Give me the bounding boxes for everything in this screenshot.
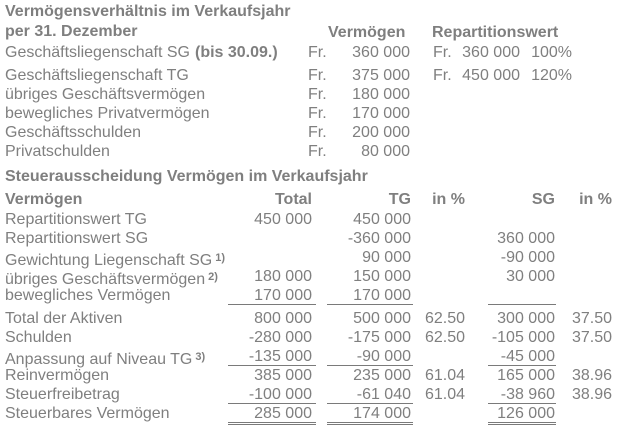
- sg-cell: 165 000: [497, 367, 555, 384]
- sg-percent-cell: 37.50: [571, 310, 612, 327]
- table-row: [0, 125, 619, 144]
- table-row: [0, 311, 619, 330]
- row-label: Privatschulden: [5, 143, 110, 160]
- tg-percent-cell: 62.50: [424, 329, 465, 346]
- tg-cell: 170 000: [327, 288, 413, 305]
- table-row: [0, 231, 619, 250]
- currency-prefix: Fr.: [433, 44, 452, 61]
- row-label: Geschäftsschulden: [5, 124, 142, 141]
- table-row: [0, 349, 619, 368]
- sg-percent-cell: 38.96: [571, 386, 612, 403]
- column-header-tg: TG: [388, 191, 411, 208]
- tg-cell: -61 040: [327, 387, 413, 404]
- table-row: [0, 144, 619, 163]
- row-label: Geschäftsliegenschaft SG (bis 30.09.): [5, 44, 278, 61]
- sg-cell: 30 000: [506, 268, 555, 285]
- vermoegen-amount-cell: Fr. 80 000: [308, 143, 410, 160]
- repartitionswert-amount-cell: Fr. 450 000: [433, 67, 520, 84]
- row-label: übriges Geschäftsvermögen: [5, 86, 206, 103]
- section1-title-line2: per 31. Dezember: [5, 23, 138, 40]
- footnote-marker: 2): [208, 271, 218, 283]
- row-label: Schulden: [5, 329, 72, 346]
- currency-prefix: Fr.: [433, 67, 452, 84]
- total-cell: -100 000: [228, 387, 316, 404]
- tg-cell: -90 000: [327, 349, 413, 366]
- table-row: [0, 68, 619, 87]
- row-label: Total der Aktiven: [5, 310, 123, 327]
- currency-prefix: Fr.: [308, 124, 327, 141]
- repartitionswert-percent-cell: 100%: [531, 44, 572, 61]
- total-cell: 450 000: [254, 211, 312, 228]
- sg-cell: -45 000: [488, 349, 556, 366]
- table-row: [0, 406, 619, 425]
- row-label: Geschäftsliegenschaft TG: [5, 67, 189, 84]
- column-header-vermoegen: Vermögen: [328, 24, 406, 41]
- table-row: [0, 368, 619, 387]
- repartitionswert-percent-cell: 120%: [531, 67, 572, 84]
- tg-cell: 90 000: [362, 249, 411, 266]
- column-header-sg-percent: in %: [579, 191, 612, 208]
- table-row: [0, 45, 619, 64]
- row-label-bold-suffix: (bis 30.09.): [194, 44, 278, 61]
- table-row: [0, 212, 619, 231]
- sg-cell: -90 000: [500, 249, 555, 266]
- vermoegen-amount-cell: Fr. 180 000: [308, 86, 410, 103]
- tg-cell: -360 000: [347, 230, 411, 247]
- currency-prefix: Fr.: [308, 67, 327, 84]
- sg-percent-cell: 38.96: [571, 367, 612, 384]
- sg-cell: 360 000: [497, 230, 555, 247]
- vermoegen-amount-cell: Fr. 200 000: [308, 124, 410, 141]
- total-cell: 385 000: [254, 367, 312, 384]
- table-row: [0, 250, 619, 269]
- row-label: Steuerfreibetrag: [5, 386, 120, 403]
- total-cell: 800 000: [254, 310, 312, 327]
- column-header-tg-percent: in %: [432, 191, 465, 208]
- currency-prefix: Fr.: [308, 105, 327, 122]
- row-label: Repartitionswert TG: [5, 211, 147, 228]
- sg-percent-cell: 37.50: [571, 329, 612, 346]
- tg-percent-cell: 61.04: [424, 367, 465, 384]
- vermoegen-amount-cell: Fr. 375 000: [308, 67, 410, 84]
- total-cell: -280 000: [248, 329, 312, 346]
- total-cell: 170 000: [228, 288, 316, 305]
- sg-cell: [488, 288, 556, 305]
- table-row: [0, 269, 619, 288]
- sg-cell: -38 960: [488, 387, 556, 404]
- tg-cell: -175 000: [347, 329, 411, 346]
- tg-percent-cell: 62.50: [424, 310, 465, 327]
- row-label: Anpassung auf Niveau TG $^{3)}$: [5, 351, 206, 368]
- row-label: übriges Geschäftsvermögen $^{2)}$: [5, 271, 218, 288]
- section2-header-row: [0, 192, 619, 211]
- row-label: bewegliches Privatvermögen: [5, 105, 210, 122]
- tg-cell: 150 000: [353, 268, 411, 285]
- total-cell: -135 000: [228, 349, 316, 366]
- section1-title-line1: Vermögensverhältnis im Verkaufsjahr: [5, 3, 291, 20]
- column-header-repartitionswert: Repartitionswert: [432, 24, 559, 41]
- total-cell: 180 000: [254, 268, 312, 285]
- tg-cell: 235 000: [353, 367, 411, 384]
- table-row: [0, 288, 619, 307]
- vermoegen-amount-cell: Fr. 170 000: [308, 105, 410, 122]
- repartitionswert-amount-cell: Fr. 360 000: [433, 44, 520, 61]
- row-label: Reinvermögen: [5, 367, 110, 384]
- currency-prefix: Fr.: [308, 86, 327, 103]
- sg-cell: -105 000: [491, 329, 555, 346]
- column-header-total: Total: [274, 191, 312, 208]
- sg-cell: 126 000: [488, 406, 556, 425]
- row-label: Repartitionswert SG: [5, 230, 149, 247]
- footnote-marker: 3): [195, 351, 206, 363]
- section1-header-row: [0, 24, 619, 43]
- table-row: [0, 87, 619, 106]
- table-row: [0, 330, 619, 349]
- table-row: [0, 106, 619, 125]
- table-row: [0, 387, 619, 406]
- tg-cell: 450 000: [353, 211, 411, 228]
- tg-cell: 174 000: [327, 406, 413, 425]
- row-label: Steuerbares Vermögen: [5, 405, 170, 422]
- tg-cell: 500 000: [353, 310, 411, 327]
- footnote-marker: 1): [215, 252, 226, 264]
- vermoegen-amount-cell: Fr. 360 000: [308, 44, 410, 61]
- tg-percent-cell: 61.04: [424, 386, 465, 403]
- currency-prefix: Fr.: [308, 44, 327, 61]
- section2-title: Steuerausscheidung Vermögen im Verkaufsjahr: [5, 168, 368, 185]
- total-cell: 285 000: [228, 406, 316, 425]
- row-label: Gewichtung Liegenschaft SG $^{1)}$: [5, 252, 226, 269]
- column-header-sg: SG: [531, 191, 555, 208]
- row-label: bewegliches Vermögen: [5, 287, 171, 304]
- sg-cell: 300 000: [497, 310, 555, 327]
- column-header-vermoegen: Vermögen: [5, 191, 83, 208]
- currency-prefix: Fr.: [308, 143, 327, 160]
